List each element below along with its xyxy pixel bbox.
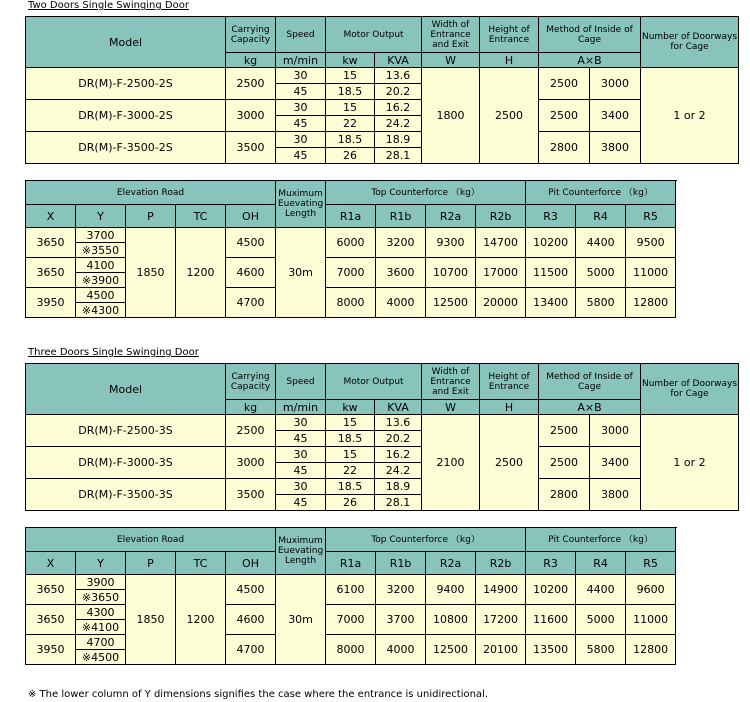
capacity-header: Carrying Capacity <box>226 364 276 400</box>
col-header-p: P <box>126 552 176 575</box>
r2a-cell: 12500 <box>426 635 476 665</box>
max-length-cell: 30m <box>276 228 326 318</box>
kw-unit: kw <box>326 400 375 415</box>
speed-cell: 45 <box>276 148 326 164</box>
cage-b-cell: 3800 <box>590 479 641 511</box>
col-header-x: X <box>26 552 76 575</box>
model-header: Model <box>26 364 226 415</box>
kw-cell: 26 <box>326 148 375 164</box>
col-header-y: Y <box>76 205 126 228</box>
max-length-header: Muximum Euevating Length <box>276 181 326 228</box>
cage-method-header: Method of Inside of Cage <box>539 364 641 400</box>
max-length-header: Muximum Euevating Length <box>276 528 326 575</box>
col-header-r1a: R1a <box>326 205 376 228</box>
oh-cell: 4500 <box>226 228 276 258</box>
doorways-header: Number of Doorways for Cage <box>641 364 739 415</box>
method-unit: A×B <box>539 400 641 415</box>
cage-b-cell: 3400 <box>590 447 641 479</box>
kw-cell: 15 <box>326 415 375 431</box>
model-cell: DR(M)-F-3500-3S <box>26 479 226 511</box>
r2b-cell: 14700 <box>476 228 526 258</box>
oh-cell: 4700 <box>226 635 276 665</box>
kva-cell: 13.6 <box>375 415 422 431</box>
kva-cell: 13.6 <box>375 68 422 84</box>
kw-cell: 18.5 <box>326 84 375 100</box>
col-header-x: X <box>26 205 76 228</box>
kw-cell: 15 <box>326 100 375 116</box>
x-cell: 3950 <box>26 635 76 665</box>
r1b-cell: 4000 <box>376 635 426 665</box>
r3-cell: 13400 <box>526 288 576 318</box>
speed-cell: 30 <box>276 415 326 431</box>
cage-method-header: Method of Inside of Cage <box>539 17 641 53</box>
capacity-unit: kg <box>226 53 276 68</box>
col-header-r1b: R1b <box>376 552 426 575</box>
capacity-unit: kg <box>226 400 276 415</box>
y-cell: 4700 <box>76 635 126 650</box>
model-cell: DR(M)-F-3500-2S <box>26 132 226 164</box>
kva-cell: 20.2 <box>375 431 422 447</box>
r3-cell: 10200 <box>526 228 576 258</box>
entrance-height-cell: 2500 <box>480 415 539 511</box>
y-unidirectional-cell: ※3550 <box>76 243 126 258</box>
r5-cell: 11000 <box>626 258 676 288</box>
kva-cell: 28.1 <box>375 148 422 164</box>
y-cell: 4300 <box>76 605 126 620</box>
spec-table-three-doors <box>25 363 739 511</box>
r1a-cell: 7000 <box>326 258 376 288</box>
r5-cell: 9600 <box>626 575 676 605</box>
kva-unit: KVA <box>375 53 422 68</box>
r5-cell: 12800 <box>626 288 676 318</box>
x-cell: 3650 <box>26 228 76 258</box>
speed-unit: m/min <box>276 53 326 68</box>
oh-cell: 4500 <box>226 575 276 605</box>
col-header-r5: R5 <box>626 205 676 228</box>
kw-cell: 18.5 <box>326 132 375 148</box>
col-header-tc: TC <box>176 205 226 228</box>
y-unidirectional-cell: ※3900 <box>76 273 126 288</box>
doorways-cell: 1 or 2 <box>641 415 739 511</box>
oh-cell: 4600 <box>226 258 276 288</box>
cage-a-cell: 2500 <box>539 100 590 132</box>
r5-cell: 11000 <box>626 605 676 635</box>
capacity-cell: 3500 <box>226 132 276 164</box>
speed-cell: 30 <box>276 479 326 495</box>
max-length-cell: 30m <box>276 575 326 665</box>
r2a-cell: 10800 <box>426 605 476 635</box>
x-cell: 3950 <box>26 288 76 318</box>
model-cell: DR(M)-F-2500-2S <box>26 68 226 100</box>
x-cell: 3650 <box>26 575 76 605</box>
height-unit: H <box>480 53 539 68</box>
spec-table-two-doors <box>25 16 739 164</box>
col-header-oh: OH <box>226 205 276 228</box>
kva-unit: KVA <box>375 400 422 415</box>
capacity-cell: 2500 <box>226 68 276 100</box>
motor-output-header: Motor Output <box>326 17 422 53</box>
speed-cell: 30 <box>276 132 326 148</box>
tc-cell: 1200 <box>176 228 226 318</box>
capacity-cell: 3500 <box>226 479 276 511</box>
cage-b-cell: 3800 <box>590 132 641 164</box>
col-header-r4: R4 <box>576 552 626 575</box>
kva-cell: 20.2 <box>375 84 422 100</box>
col-header-y: Y <box>76 552 126 575</box>
pit-counterforce-header: Pit Counterforce （kg） <box>526 181 676 205</box>
speed-cell: 45 <box>276 84 326 100</box>
pit-counterforce-header: Pit Counterforce （kg） <box>526 528 676 552</box>
width-unit: W <box>422 400 480 415</box>
y-cell: 4500 <box>76 288 126 303</box>
counterforce-table-two-doors <box>25 180 676 318</box>
col-header-oh: OH <box>226 552 276 575</box>
model-cell: DR(M)-F-2500-3S <box>26 415 226 447</box>
model-cell: DR(M)-F-3000-3S <box>26 447 226 479</box>
r5-cell: 9500 <box>626 228 676 258</box>
kva-cell: 24.2 <box>375 463 422 479</box>
y-cell: 3900 <box>76 575 126 590</box>
col-header-r3: R3 <box>526 552 576 575</box>
speed-cell: 45 <box>276 463 326 479</box>
col-header-r1b: R1b <box>376 205 426 228</box>
r2b-cell: 20100 <box>476 635 526 665</box>
top-counterforce-header: Top Counterforce （kg） <box>326 528 526 552</box>
r2a-cell: 10700 <box>426 258 476 288</box>
motor-output-header: Motor Output <box>326 364 422 400</box>
r2a-cell: 9400 <box>426 575 476 605</box>
x-cell: 3650 <box>26 605 76 635</box>
capacity-header: Carrying Capacity <box>226 17 276 53</box>
r1a-cell: 6100 <box>326 575 376 605</box>
y-unidirectional-cell: ※4300 <box>76 303 126 318</box>
entrance-width-cell: 1800 <box>422 68 480 164</box>
r1a-cell: 7000 <box>326 605 376 635</box>
y-cell: 3700 <box>76 228 126 243</box>
speed-unit: m/min <box>276 400 326 415</box>
r3-cell: 11600 <box>526 605 576 635</box>
kva-cell: 16.2 <box>375 100 422 116</box>
kw-cell: 26 <box>326 495 375 511</box>
y-cell: 4100 <box>76 258 126 273</box>
cage-a-cell: 2500 <box>539 415 590 447</box>
tc-cell: 1200 <box>176 575 226 665</box>
model-cell: DR(M)-F-3000-2S <box>26 100 226 132</box>
speed-cell: 30 <box>276 68 326 84</box>
entrance-height-header: Height of Entrance <box>480 364 539 400</box>
entrance-width-cell: 2100 <box>422 415 480 511</box>
model-header: Model <box>26 17 226 68</box>
top-counterforce-header: Top Counterforce （kg） <box>326 181 526 205</box>
r3-cell: 10200 <box>526 575 576 605</box>
entrance-height-cell: 2500 <box>480 68 539 164</box>
r1a-cell: 8000 <box>326 288 376 318</box>
col-header-r1a: R1a <box>326 552 376 575</box>
r4-cell: 4400 <box>576 228 626 258</box>
entrance-width-header: Width of Entrance and Exit <box>422 364 480 400</box>
kw-unit: kw <box>326 53 375 68</box>
y-unidirectional-cell: ※4500 <box>76 650 126 665</box>
r4-cell: 5000 <box>576 605 626 635</box>
r2b-cell: 14900 <box>476 575 526 605</box>
r1b-cell: 3600 <box>376 258 426 288</box>
col-header-p: P <box>126 205 176 228</box>
col-header-r4: R4 <box>576 205 626 228</box>
height-unit: H <box>480 400 539 415</box>
r2a-cell: 12500 <box>426 288 476 318</box>
col-header-r2a: R2a <box>426 552 476 575</box>
col-header-tc: TC <box>176 552 226 575</box>
p-cell: 1850 <box>126 228 176 318</box>
cage-a-cell: 2800 <box>539 132 590 164</box>
r2b-cell: 20000 <box>476 288 526 318</box>
x-cell: 3650 <box>26 258 76 288</box>
p-cell: 1850 <box>126 575 176 665</box>
capacity-cell: 3000 <box>226 100 276 132</box>
r2a-cell: 9300 <box>426 228 476 258</box>
r2b-cell: 17000 <box>476 258 526 288</box>
y-unidirectional-cell: ※4100 <box>76 620 126 635</box>
r1b-cell: 4000 <box>376 288 426 318</box>
cage-a-cell: 2800 <box>539 479 590 511</box>
r4-cell: 5000 <box>576 258 626 288</box>
r3-cell: 13500 <box>526 635 576 665</box>
capacity-cell: 2500 <box>226 415 276 447</box>
r4-cell: 5800 <box>576 288 626 318</box>
kva-cell: 28.1 <box>375 495 422 511</box>
speed-cell: 30 <box>276 100 326 116</box>
counterforce-table-three-doors <box>25 527 676 665</box>
r1b-cell: 3200 <box>376 228 426 258</box>
entrance-width-header: Width of Entrance and Exit <box>422 17 480 53</box>
speed-header: Speed <box>276 364 326 400</box>
cage-a-cell: 2500 <box>539 447 590 479</box>
kw-cell: 15 <box>326 447 375 463</box>
r2b-cell: 17200 <box>476 605 526 635</box>
section-title-three-doors: Three Doors Single Swinging Door <box>28 347 199 358</box>
kva-cell: 24.2 <box>375 116 422 132</box>
col-header-r3: R3 <box>526 205 576 228</box>
capacity-cell: 3000 <box>226 447 276 479</box>
r4-cell: 5800 <box>576 635 626 665</box>
doorways-header: Number of Doorways for Cage <box>641 17 739 68</box>
entrance-height-header: Height of Entrance <box>480 17 539 53</box>
elevation-road-header: Elevation Road <box>26 181 276 205</box>
kw-cell: 15 <box>326 68 375 84</box>
kva-cell: 18.9 <box>375 479 422 495</box>
kw-cell: 18.5 <box>326 431 375 447</box>
speed-header: Speed <box>276 17 326 53</box>
col-header-r2b: R2b <box>476 205 526 228</box>
speed-cell: 45 <box>276 431 326 447</box>
r4-cell: 4400 <box>576 575 626 605</box>
col-header-r5: R5 <box>626 552 676 575</box>
kva-cell: 16.2 <box>375 447 422 463</box>
oh-cell: 4600 <box>226 605 276 635</box>
r5-cell: 12800 <box>626 635 676 665</box>
r1a-cell: 6000 <box>326 228 376 258</box>
cage-a-cell: 2500 <box>539 68 590 100</box>
speed-cell: 30 <box>276 447 326 463</box>
method-unit: A×B <box>539 53 641 68</box>
speed-cell: 45 <box>276 495 326 511</box>
kw-cell: 22 <box>326 116 375 132</box>
y-unidirectional-cell: ※3650 <box>76 590 126 605</box>
col-header-r2b: R2b <box>476 552 526 575</box>
speed-cell: 45 <box>276 116 326 132</box>
width-unit: W <box>422 53 480 68</box>
doorways-cell: 1 or 2 <box>641 68 739 164</box>
kva-cell: 18.9 <box>375 132 422 148</box>
elevation-road-header: Elevation Road <box>26 528 276 552</box>
kw-cell: 22 <box>326 463 375 479</box>
r1a-cell: 8000 <box>326 635 376 665</box>
cage-b-cell: 3000 <box>590 68 641 100</box>
oh-cell: 4700 <box>226 288 276 318</box>
r1b-cell: 3700 <box>376 605 426 635</box>
footnote: ※ The lower column of Y dimensions signifies the case where the entrance is unidirectional. <box>28 689 489 700</box>
col-header-r2a: R2a <box>426 205 476 228</box>
r1b-cell: 3200 <box>376 575 426 605</box>
cage-b-cell: 3000 <box>590 415 641 447</box>
kw-cell: 18.5 <box>326 479 375 495</box>
section-title-two-doors: Two Doors Single Swinging Door <box>28 0 189 11</box>
cage-b-cell: 3400 <box>590 100 641 132</box>
r3-cell: 11500 <box>526 258 576 288</box>
